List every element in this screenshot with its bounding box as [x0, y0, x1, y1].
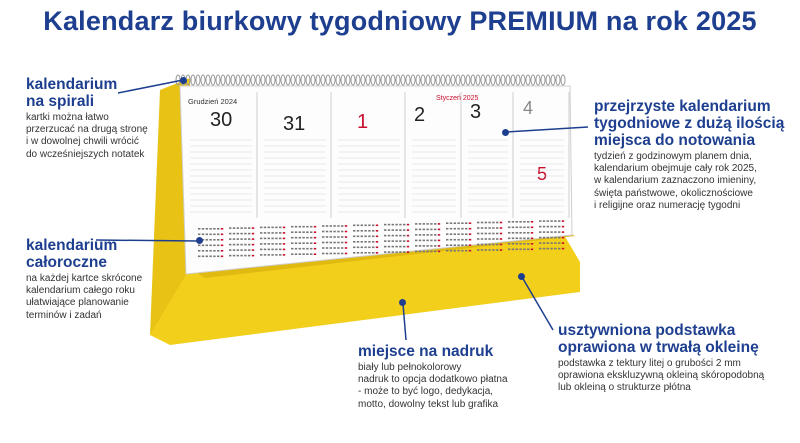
feature-base-heading: usztywniona podstawka oprawiona w trwałą okleinę [558, 322, 759, 356]
page-title: Kalendarz biurkowy tygodniowy PREMIUM na rok 2025 [43, 6, 757, 36]
feature-yearly-description: na każdej kartce skrócone kalendarium całego roku ułatwiające planowanie terminów i zadań [26, 273, 143, 321]
feature-yearly-heading: kalendarium całoroczne [26, 237, 118, 271]
calendar-month-left: Grudzień 2024 [188, 97, 238, 106]
marker-dot-spiral [180, 77, 187, 84]
feature-base-description: podstawka z tektury litej o grubości 2 mm oprawiona ekskluzywną okleiną skóropodobną lub okleiną o strukturze płótna [558, 358, 765, 394]
marker-dot-print [399, 299, 406, 306]
day-number-3: 3 [470, 101, 482, 123]
feature-weekly [594, 98, 794, 212]
feature-base [558, 322, 794, 395]
day-number-1: 1 [357, 111, 369, 133]
day-number-2: 2 [414, 104, 426, 126]
feature-spiral-heading: kalendarium na spirali [26, 76, 118, 110]
marker-dot-yearly [196, 237, 203, 244]
day-number-4: 4 [523, 98, 534, 118]
spiral-binding [176, 75, 565, 85]
marker-dot-weekly [502, 129, 509, 136]
day-number-5: 5 [537, 164, 548, 184]
feature-weekly-description: tydzień z godzinowym planem dnia, kalendarium obejmuje cały rok 2025, w kalendarium zaznaczono imieniny, święta państwowe, okolicznościowe i religijne oraz numerację tygodni [594, 151, 757, 211]
calendar-month-right: Styczeń 2025 [436, 95, 479, 102]
marker-dot-base [518, 273, 525, 280]
feature-print-heading: miejsce na nadruk [358, 343, 494, 360]
day-number-31: 31 [283, 113, 306, 135]
feature-spiral-description: kartki można łatwo przerzucać na drugą stronę i w dowolnej chwili wrócić do wcześniejszych notatek [26, 112, 148, 160]
feature-weekly-heading: przejrzyste kalendarium tygodniowe z dużą ilością miejsca do notowania [594, 98, 785, 149]
feature-spiral [26, 76, 176, 161]
feature-print-description: biały lub pełnokolorowy nadruk to opcja dodatkowo płatna - może to być logo, dedykacja, motto, dowolny tekst lub grafika [358, 362, 508, 410]
day-number-30: 30 [210, 109, 233, 131]
feature-yearly [26, 237, 176, 322]
feature-print [358, 343, 548, 411]
